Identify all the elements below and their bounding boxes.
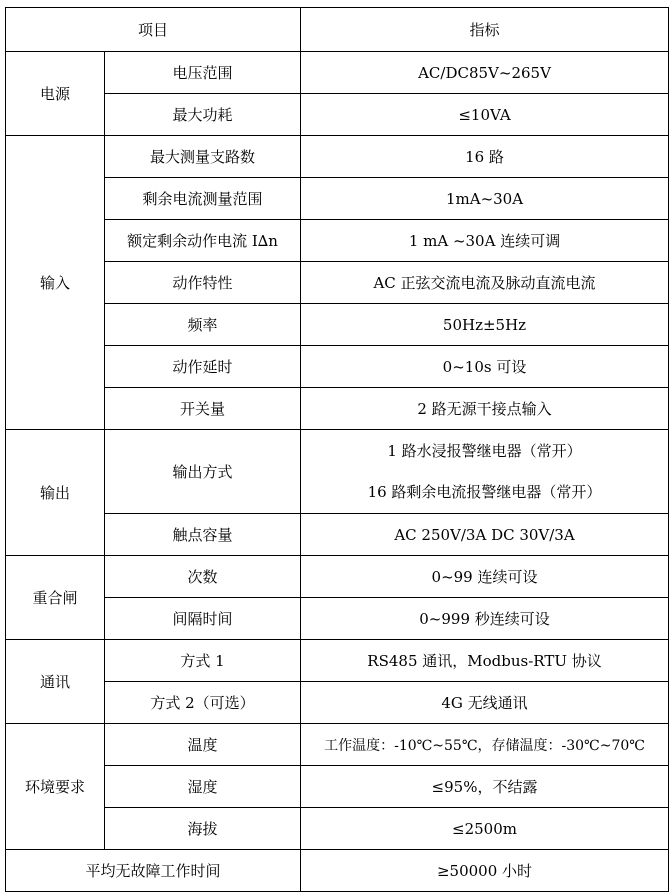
table-row xyxy=(6,220,669,262)
row-value: ≤10VA xyxy=(301,94,669,136)
row-value: 0~10s 可设 xyxy=(301,346,669,388)
row-label: 开关量 xyxy=(105,388,301,430)
table-row xyxy=(6,136,669,178)
table-footer-row xyxy=(6,850,669,892)
row-label: 输出方式 xyxy=(105,430,301,514)
row-value: AC 正弦交流电流及脉动直流电流 xyxy=(301,262,669,304)
group-output: 输出 xyxy=(6,430,105,556)
row-label: 次数 xyxy=(105,556,301,598)
row-value-multiline xyxy=(301,430,669,514)
group-input: 输入 xyxy=(6,136,105,430)
table-row xyxy=(6,514,669,556)
row-label: 电压范围 xyxy=(105,52,301,94)
row-label: 间隔时间 xyxy=(105,598,301,640)
table-row xyxy=(6,556,669,598)
row-value: 16 路 xyxy=(301,136,669,178)
group-comm: 通讯 xyxy=(6,640,105,724)
table-row xyxy=(6,178,669,220)
table-row xyxy=(6,430,669,514)
group-reclose: 重合闸 xyxy=(6,556,105,640)
row-label: 最大功耗 xyxy=(105,94,301,136)
row-label: 动作特性 xyxy=(105,262,301,304)
table-row xyxy=(6,724,669,766)
row-value: 0~99 连续可设 xyxy=(301,556,669,598)
footer-value: ≥50000 小时 xyxy=(301,850,669,892)
group-power: 电源 xyxy=(6,52,105,136)
row-value: 2 路无源干接点输入 xyxy=(301,388,669,430)
spec-table xyxy=(5,7,669,892)
table-row xyxy=(6,598,669,640)
table-row xyxy=(6,346,669,388)
row-label: 温度 xyxy=(105,724,301,766)
table-row xyxy=(6,262,669,304)
row-value: 4G 无线通讯 xyxy=(301,682,669,724)
row-label: 动作延时 xyxy=(105,346,301,388)
row-label: 方式 2（可选） xyxy=(105,682,301,724)
row-value: 工作温度：-10℃~55℃，存储温度：-30℃~70℃ xyxy=(301,724,669,766)
table-row xyxy=(6,94,669,136)
row-value: AC 250V/3A DC 30V/3A xyxy=(301,514,669,556)
row-label: 最大测量支路数 xyxy=(105,136,301,178)
row-value: 1 mA ~30A 连续可调 xyxy=(301,220,669,262)
group-env: 环境要求 xyxy=(6,724,105,850)
table-header-row xyxy=(6,8,669,52)
row-value: AC/DC85V~265V xyxy=(301,52,669,94)
row-label: 频率 xyxy=(105,304,301,346)
table-row xyxy=(6,808,669,850)
row-value: 0~999 秒连续可设 xyxy=(301,598,669,640)
row-value: RS485 通讯，Modbus-RTU 协议 xyxy=(301,640,669,682)
table-row xyxy=(6,304,669,346)
row-value: 50Hz±5Hz xyxy=(301,304,669,346)
table-row xyxy=(6,682,669,724)
row-label: 方式 1 xyxy=(105,640,301,682)
table-row xyxy=(6,388,669,430)
row-value: ≤95%，不结露 xyxy=(301,766,669,808)
row-label: 额定剩余动作电流 I∆n xyxy=(105,220,301,262)
table-row xyxy=(6,766,669,808)
row-value-line: 1 路水浸报警继电器（常开） xyxy=(387,441,582,460)
row-label: 湿度 xyxy=(105,766,301,808)
row-label: 触点容量 xyxy=(105,514,301,556)
table-row xyxy=(6,52,669,94)
row-label: 海拔 xyxy=(105,808,301,850)
header-item: 项目 xyxy=(6,8,301,52)
row-label: 剩余电流测量范围 xyxy=(105,178,301,220)
header-spec: 指标 xyxy=(301,8,669,52)
row-value-line: 16 路剩余电流报警继电器（常开） xyxy=(367,482,602,501)
row-value: 1mA~30A xyxy=(301,178,669,220)
footer-label: 平均无故障工作时间 xyxy=(6,850,301,892)
table-row xyxy=(6,640,669,682)
row-value: ≤2500m xyxy=(301,808,669,850)
